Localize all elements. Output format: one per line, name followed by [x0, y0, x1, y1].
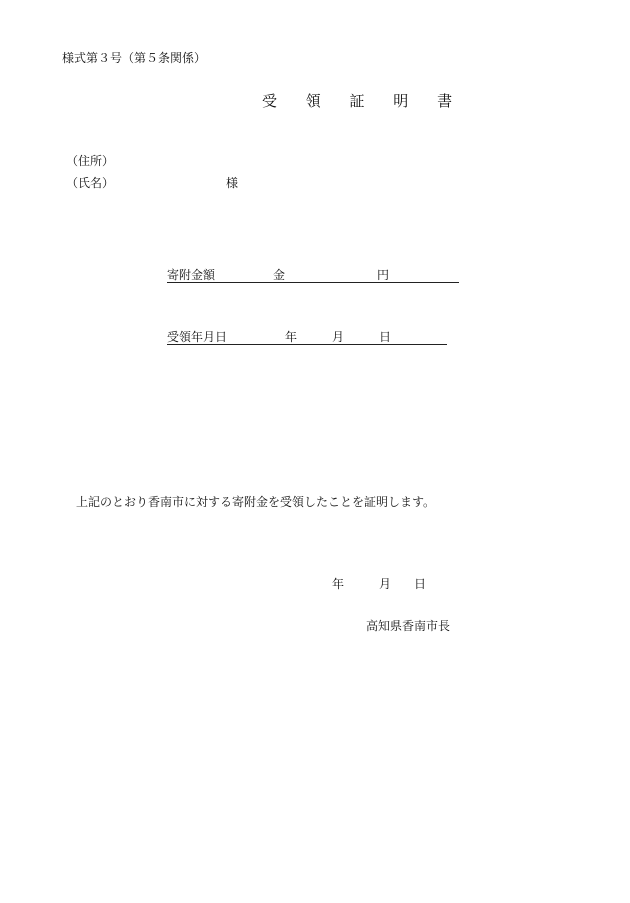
receipt-date-label: 受領年月日	[167, 330, 228, 344]
amount-suffix-yen: 円	[377, 268, 390, 282]
receipt-day: 日	[379, 330, 392, 344]
donation-amount-label: 寄附金額	[167, 268, 216, 282]
issuer-name: 高知県香南市長	[366, 619, 451, 633]
document-title: 受 領 証 明 書	[262, 92, 465, 110]
receipt-year: 年	[285, 330, 298, 344]
donation-amount-line	[167, 266, 459, 283]
name-label: （氏名）	[66, 176, 115, 190]
certification-statement: 上記のとおり香南市に対する寄附金を受領したことを証明します。	[76, 495, 436, 509]
receipt-month: 月	[332, 330, 345, 344]
address-label: （住所）	[66, 154, 115, 168]
amount-prefix: 金	[273, 268, 286, 282]
issue-month: 月	[379, 577, 392, 591]
issue-day: 日	[414, 577, 427, 591]
honorific-sama: 様	[226, 176, 239, 190]
issue-year: 年	[332, 577, 345, 591]
form-number: 様式第３号（第５条関係）	[62, 51, 207, 65]
receipt-date-line	[167, 328, 447, 345]
